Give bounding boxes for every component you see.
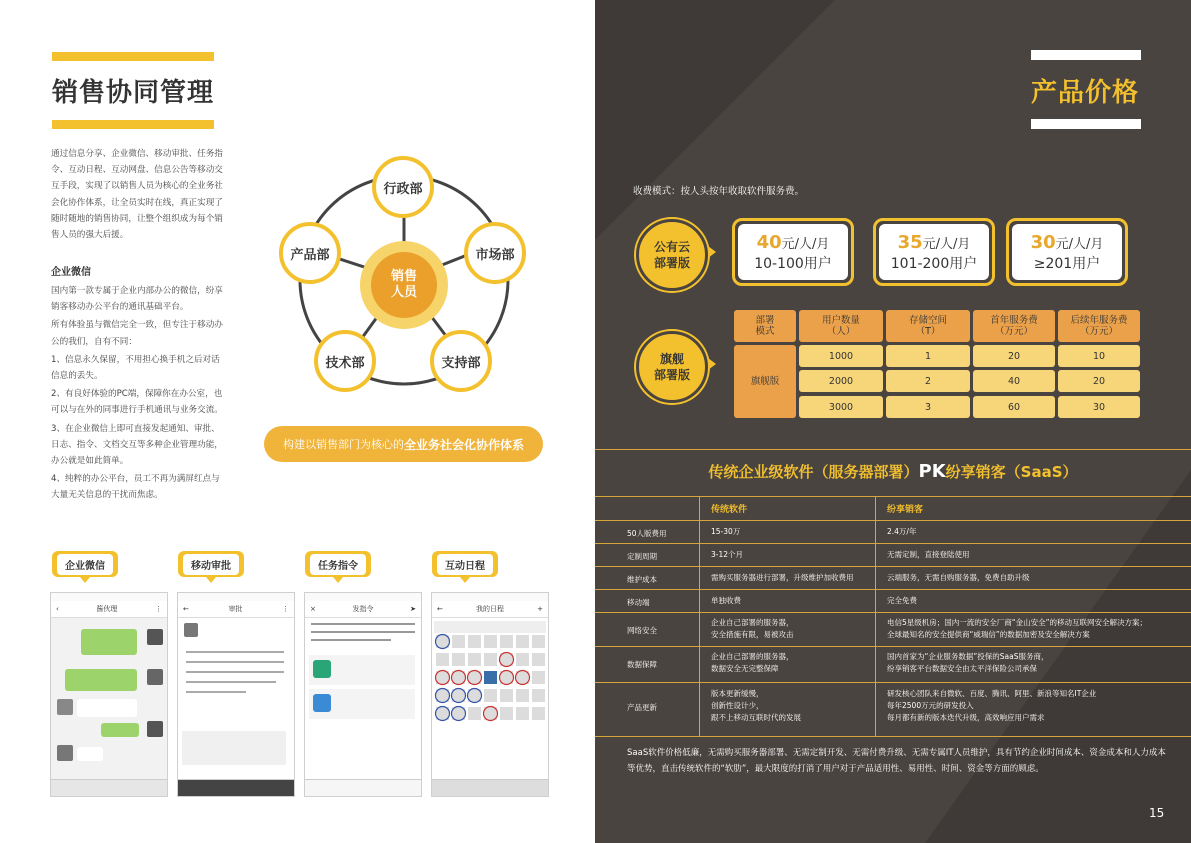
center-node [360, 241, 448, 329]
price-card [738, 224, 848, 280]
text-line [186, 691, 246, 693]
text-line [186, 661, 284, 663]
price-tier-3 [1006, 218, 1128, 286]
table-header: 存储空间 （T） [886, 310, 970, 342]
table-cell: 40 [973, 370, 1055, 392]
node-marketing: 市场部 [464, 222, 526, 284]
table-mode: 旗舰版 [734, 345, 796, 418]
phone-nav [432, 601, 548, 618]
calendar-grid [434, 621, 546, 731]
title-bar-top [1031, 50, 1141, 60]
row-rule [595, 496, 1191, 497]
add-icon: + [537, 605, 543, 613]
row-label: 数据保障 [627, 660, 657, 669]
phone-title: 发指令 [352, 605, 374, 613]
phone-screen-wechat [50, 592, 168, 797]
table-cell: 2 [886, 370, 970, 392]
tag-label: 移动审批 [183, 554, 239, 575]
price-line [898, 232, 971, 253]
voice-bubble [77, 747, 103, 761]
compare-title [595, 461, 1191, 482]
price-card [1012, 224, 1122, 280]
center-text: 销售 人员 [390, 269, 417, 300]
cancel-icon: × [310, 605, 316, 613]
send-icon: ➤ [410, 605, 416, 613]
more-icon: ⋮ [282, 605, 289, 613]
file-bubble [77, 699, 137, 717]
table-cell: 3000 [799, 396, 883, 418]
intro-text: 通过信息分享、企业微信、移动审批、任务指令、互动日程、互动网盘、信息公告等移动交互手段，实现了以销售人员为核心的全业务社会化协作体系，让全员实时在线，真正实现了随时随地的销售协同，让整个组织成为每个销售人员的强大后援。 [51, 149, 223, 241]
section-divider [595, 449, 1191, 450]
text-line [186, 681, 276, 683]
phone-status-bar [178, 593, 294, 601]
input-bar[interactable] [51, 779, 167, 796]
avatar [147, 629, 163, 645]
phone-screen-approval [177, 592, 295, 797]
tag-task [305, 551, 371, 577]
caption-prefix: 构建以销售部门为核心的 [282, 438, 404, 451]
row-rule [595, 682, 1191, 683]
phone-screen-schedule [431, 592, 549, 797]
phone-title: 酱伙理 [96, 605, 118, 613]
node-support: 支持部 [430, 330, 492, 392]
phone-status-bar [305, 593, 421, 601]
table-header: 部署 模式 [734, 310, 796, 342]
avatar [57, 745, 73, 761]
title-bar-top [52, 52, 214, 61]
left-title: 销售协同管理 [52, 78, 215, 108]
customer-icon [313, 694, 331, 712]
row-saas: 云端服务，无需自购服务器，免费自助升级 [887, 573, 1030, 582]
price-unit: 元/人/月 [781, 236, 830, 252]
sub-heading: 企业微信 [51, 267, 91, 278]
paragraph: 1、信息永久保留，不用担心换手机之后对话信息的丢失。 [51, 354, 220, 382]
table-cell: 30 [1058, 396, 1140, 418]
row-rule [595, 566, 1191, 567]
footer-text: SaaS软件价格低廉，无需购买服务器部署、无需定制开发、无需付费升级、无需专属IT人员维护，具有节约企业时间成本、资金成本和人力成本等优势，直击传统软件的“软肋”，最大限度的打消了用户对于产品适用性、易用性、时间、资金等方面的顾虑。 [627, 748, 1166, 774]
price-unit: 元/人/月 [922, 236, 971, 252]
phone-nav [51, 601, 167, 618]
chat-bubble-image [81, 629, 137, 655]
price-value: 35 [897, 231, 923, 253]
table-cell: 1000 [799, 345, 883, 367]
price-unit: 元/人/月 [1055, 236, 1104, 252]
table-header: 后续年服务费 （万元） [1058, 310, 1140, 342]
table-cell: 20 [1058, 370, 1140, 392]
text-line [311, 639, 391, 641]
avatar [184, 623, 198, 637]
compare-title-b: 纷享销客（SaaS） [945, 463, 1078, 481]
paragraph-list [51, 283, 225, 504]
user-range: 10-100用户 [754, 255, 832, 272]
comment-box [182, 731, 286, 765]
arrow-icon [708, 358, 716, 370]
tag-approval [178, 551, 244, 577]
center-label [371, 252, 437, 318]
clock-icon [313, 660, 331, 678]
right-page [595, 0, 1191, 843]
node-product: 产品部 [279, 222, 341, 284]
tab-bar[interactable] [432, 779, 548, 796]
table-cell: 3 [886, 396, 970, 418]
row-rule [595, 612, 1191, 613]
paragraph: 2、有良好体验的PC端，保障你在办公室，也可以与在外的同事进行手机通讯与业务交流。 [51, 389, 223, 416]
left-page [0, 0, 595, 843]
text-line [186, 671, 284, 673]
paragraph: 国内第一款专属于企业内部办公的微信，纷享销客移动办公平台的通讯基础平台。 [51, 286, 223, 313]
row-label: 定制周期 [627, 552, 657, 561]
row-traditional: 3-12个月 [711, 550, 744, 559]
row-label: 移动端 [627, 598, 650, 607]
avatar [57, 699, 73, 715]
price-line [757, 232, 830, 253]
charge-mode: 收费模式：按人头按年收取软件服务费。 [633, 186, 805, 197]
phone-screen-task [304, 592, 422, 797]
phone-status-bar [51, 593, 167, 601]
row-traditional: 企业自己部署的服务器， 数据安全无完整保障 [711, 652, 794, 673]
table-cell: 20 [973, 345, 1055, 367]
phone-nav [305, 601, 421, 618]
col-header-traditional: 传统软件 [711, 505, 748, 515]
row-saas: 研发核心团队来自微软、百度、腾讯、阿里、新浪等知名IT企业 每年2500万元的研发投入 每月都有新的版本迭代升级，高效响应用户需求 [887, 689, 1097, 722]
paragraph: 所有体验虽与微信完全一致，但专注于移动办公的我们，自有不同： [51, 320, 223, 347]
node-admin: 行政部 [372, 156, 434, 218]
menu-icon: ⋮ [155, 605, 162, 613]
back-icon: ‹ [56, 605, 59, 613]
compare-pk: PK [918, 461, 946, 482]
tag-schedule [432, 551, 498, 577]
table-header: 用户数量 （人） [799, 310, 883, 342]
price-tier-1 [732, 218, 854, 286]
row-saas: 2.4万/年 [887, 527, 917, 536]
chat-bubble [65, 669, 137, 691]
row-rule [595, 736, 1191, 737]
row-rule [595, 543, 1191, 544]
table-cell: 60 [973, 396, 1055, 418]
row-saas: 无需定制，直接登陆使用 [887, 550, 970, 559]
phone-title: 审批 [228, 605, 243, 613]
tag-label: 互动日程 [437, 554, 493, 575]
chat-bubble [101, 723, 139, 737]
table-cell: 1 [886, 345, 970, 367]
paragraph: 4、纯粹的办公平台，员工不再为满屏红点与大量无关信息的干扰而焦虑。 [51, 474, 220, 501]
avatar [147, 721, 163, 737]
table-cell: 2000 [799, 370, 883, 392]
row-traditional: 企业自己部署的服务器， 安全措施有限，易被攻击 [711, 618, 794, 639]
phone-status-bar [432, 593, 548, 601]
table-header: 首年服务费 （万元） [973, 310, 1055, 342]
page-number: 15 [1149, 806, 1165, 820]
avatar [147, 669, 163, 685]
table-cell: 10 [1058, 345, 1140, 367]
arrow-icon [708, 246, 716, 258]
price-line [1031, 232, 1104, 253]
row-traditional: 单独收费 [711, 596, 741, 605]
back-icon: ← [183, 605, 189, 613]
col-header-saas: 纷享销客 [887, 505, 924, 515]
row-label: 维护成本 [627, 575, 657, 584]
tag-label: 任务指令 [310, 554, 366, 575]
private-label [636, 331, 708, 403]
toolbar[interactable] [305, 779, 421, 796]
text-line [311, 623, 415, 625]
title-bar-bottom [1031, 119, 1141, 129]
user-range: ≥201用户 [1033, 255, 1101, 272]
row-rule [595, 520, 1191, 521]
row-label: 网络安全 [627, 626, 657, 635]
caption-pill [264, 426, 543, 462]
row-traditional: 版本更新缓慢， 创新性设计少， 跟不上移动互联时代的发展 [711, 689, 801, 722]
price-value: 40 [756, 231, 782, 253]
row-saas: 国内首家为“企业服务数据”投保的SaaS服务商， 纷享销客平台数据安全由太平洋保险公司承保 [887, 652, 1049, 673]
action-bar[interactable] [178, 779, 294, 796]
public-cloud-label [636, 219, 708, 291]
public-cloud-text: 公有云 部署版 [653, 240, 690, 270]
col-rule [875, 496, 876, 736]
col-rule [699, 496, 700, 736]
back-icon: ← [437, 605, 443, 613]
row-rule [595, 646, 1191, 647]
right-title: 产品价格 [1031, 78, 1140, 108]
row-rule [595, 589, 1191, 590]
node-tech: 技术部 [314, 330, 376, 392]
tag-wechat [52, 551, 118, 577]
price-value: 30 [1030, 231, 1056, 253]
phone-nav [178, 601, 294, 618]
row-saas: 电信5星级机房；国内一流的安全厂商“金山安全”的移动互联网安全解决方案； 全球最知名的安全提供商“威瑞信”的数据加密及安全解决方案 [887, 618, 1148, 639]
price-tier-2 [873, 218, 995, 286]
caption-bold: 全业务社会化协作体系 [403, 437, 524, 452]
title-bar-bottom [52, 120, 214, 129]
private-text: 旗舰 部署版 [653, 352, 690, 382]
user-range: 101-200用户 [890, 255, 978, 272]
row-label: 产品更新 [627, 703, 657, 712]
price-card [879, 224, 989, 280]
paragraph: 3、在企业微信上即可直接发起通知、审批、日志、指令、文档交互等多种企业管理功能，办公就是如此简单。 [51, 423, 223, 467]
row-traditional: 15-30万 [711, 527, 741, 536]
tag-label: 企业微信 [57, 554, 113, 575]
text-line [311, 631, 415, 633]
compare-title-a: 传统企业级软件（服务器部署） [708, 463, 919, 481]
text-line [186, 651, 284, 653]
row-traditional: 需购买服务器进行部署，升级维护加收费用 [711, 573, 854, 582]
row-saas: 完全免费 [887, 596, 917, 605]
phone-title: 我的日程 [476, 605, 504, 613]
row-label: 50人版费用 [627, 529, 667, 538]
